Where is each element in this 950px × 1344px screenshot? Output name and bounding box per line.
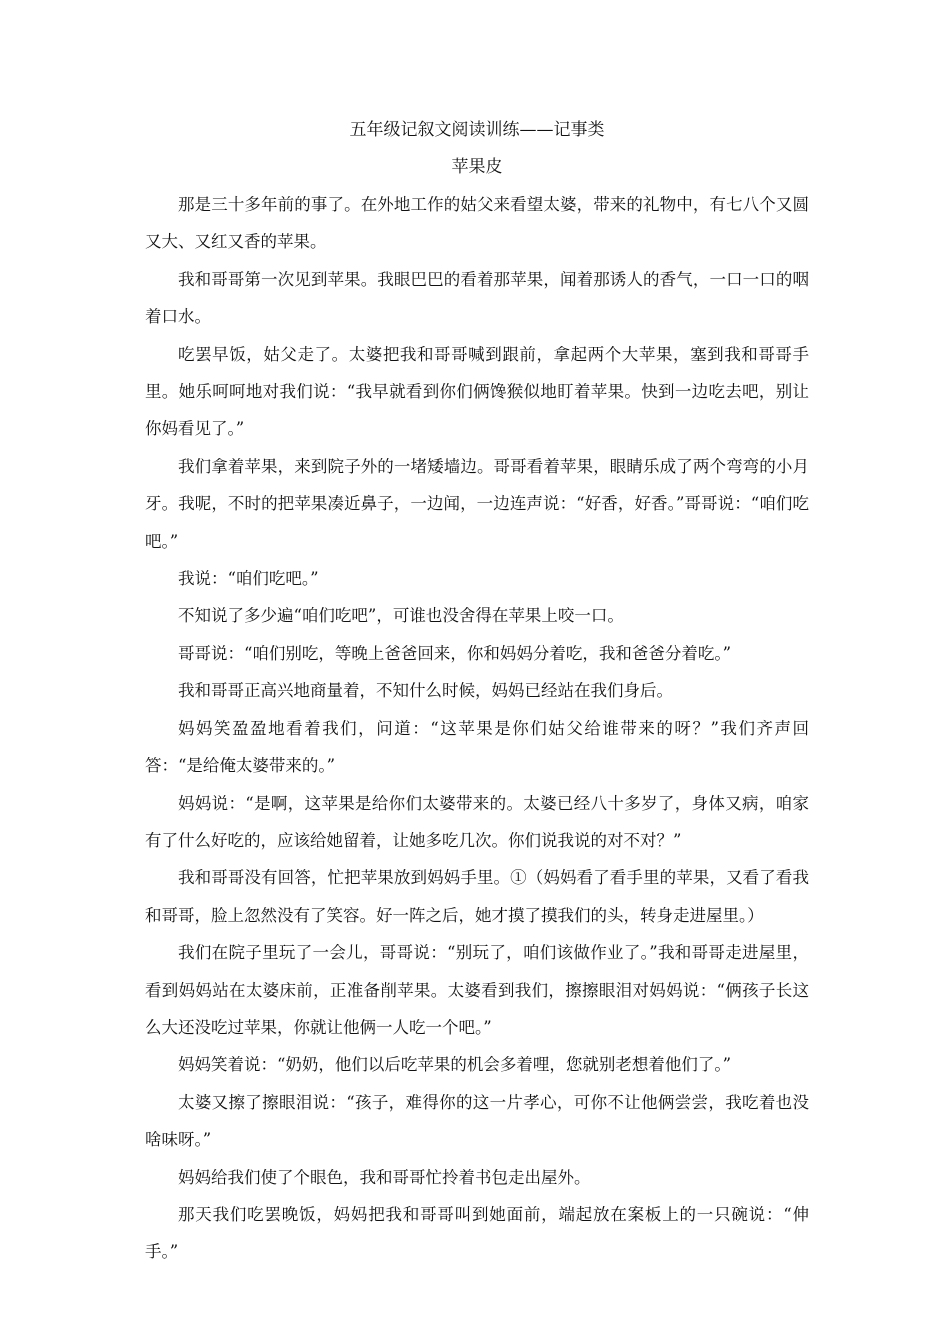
document-title: 五年级记叙文阅读训练——记事类 (349, 120, 605, 140)
paragraph: 太婆又擦了擦眼泪说：“孩子，难得你的这一片孝心，可你不让他俩尝尝，我吃着也没啥味呀。” (145, 1092, 809, 1150)
paragraph: 妈妈笑着说：“奶奶，他们以后吃苹果的机会多着哩，您就别老想着他们了。” (178, 1055, 732, 1075)
paragraph: 那天我们吃罢晚饭，妈妈把我和哥哥叫到她面前，端起放在案板上的一只碗说：“伸手。” (145, 1204, 809, 1262)
paragraph: 妈妈给我们使了个眼色，我和哥哥忙拎着书包走出屋外。 (178, 1167, 591, 1187)
paragraph: 我和哥哥第一次见到苹果。我眼巴巴的看着那苹果，闻着那诱人的香气，一口一口的咽着口水。 (145, 269, 809, 327)
paragraph: 我们在院子里玩了一会儿，哥哥说：“别玩了，咱们该做作业了。”我和哥哥走进屋里，看到妈妈站在太婆床前，正准备削苹果。太婆看到我们，擦擦眼泪对妈妈说：“俩孩子长这么大还没吃过苹果，你就让他俩一人吃一个吧。” (145, 943, 809, 1037)
paragraph: 我和哥哥正高兴地商量着，不知什么时候，妈妈已经站在我们身后。 (178, 681, 673, 701)
document-page (145, 112, 809, 1271)
paragraph: 哥哥说：“咱们别吃，等晚上爸爸回来，你和妈妈分着吃，我和爸爸分着吃。” (178, 643, 732, 663)
paragraph: 不知说了多少遍“咱们吃吧”，可谁也没舍得在苹果上咬一口。 (178, 606, 624, 626)
paragraph: 妈妈说：“是啊，这苹果是给你们太婆带来的。太婆已经八十多岁了，身体又病，咱家有了什么好吃的，应该给她留着，让她多吃几次。你们说我说的对不对？” (145, 793, 809, 850)
story-body (145, 186, 809, 1271)
paragraph: 那是三十多年前的事了。在外地工作的姑父来看望太婆，带来的礼物中，有七八个又圆又大、又红又香的苹果。 (145, 195, 809, 252)
paragraph: 我们拿着苹果，来到院子外的一堵矮墙边。哥哥看着苹果，眼睛乐成了两个弯弯的小月牙。我呢，不时的把苹果凑近鼻子，一边闻，一边连声说：“好香，好香。”哥哥说：“咱们吃吧。” (145, 456, 809, 551)
story-title: 苹果皮 (451, 157, 503, 177)
paragraph: 吃罢早饭，姑父走了。太婆把我和哥哥喊到跟前，拿起两个大苹果，塞到我和哥哥手里。她乐呵呵地对我们说：“我早就看到你们俩馋猴似地盯着苹果。快到一边吃去吧，别让你妈看见了。” (145, 344, 809, 439)
paragraph: 我和哥哥没有回答，忙把苹果放到妈妈手里。①（妈妈看了看手里的苹果，又看了看我和哥哥，脸上忽然没有了笑容。好一阵之后，她才摸了摸我们的头，转身走进屋里。） (145, 868, 809, 925)
paragraph: 我说：“咱们吃吧。” (178, 569, 319, 589)
paragraph: 妈妈笑盈盈地看着我们，问道：“这苹果是你们姑父给谁带来的呀？”我们齐声回答：“是给俺太婆带来的。” (145, 718, 809, 776)
